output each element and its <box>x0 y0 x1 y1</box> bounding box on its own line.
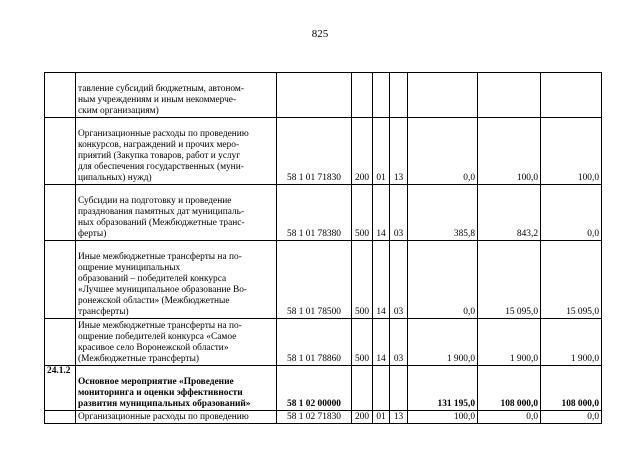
table-row <box>45 241 602 319</box>
value-cell-1: 131 195,0 <box>408 366 478 411</box>
row-name-cell <box>76 319 277 366</box>
value-cell-1: 0,0 <box>408 118 478 185</box>
csr-code-cell: 58 1 02 71830 <box>277 411 352 424</box>
rz-code-cell: 01 <box>373 411 390 424</box>
rz-code-cell <box>373 73 390 118</box>
value-cell-3: 0,0 <box>541 411 602 424</box>
vr-code-cell <box>352 366 373 411</box>
row-name-cell <box>76 366 277 411</box>
value-cell-2: 0,0 <box>478 411 541 424</box>
rz-code-cell: 01 <box>373 118 390 185</box>
row-name-text: Основное мероприятие «Проведение мониторинга и оценки эффективности развития муниципальных образований» <box>78 377 251 409</box>
pr-code-cell: 13 <box>390 118 408 185</box>
table-row <box>45 73 602 118</box>
row-name-cell <box>76 185 277 241</box>
vr-code-cell <box>352 73 373 118</box>
row-number-cell <box>45 411 76 424</box>
value-cell-2 <box>478 73 541 118</box>
value-cell-2: 1 900,0 <box>478 319 541 366</box>
row-number-cell <box>45 185 76 241</box>
value-cell-1: 1 900,0 <box>408 319 478 366</box>
value-cell-1: 0,0 <box>408 241 478 319</box>
rz-code-cell: 14 <box>373 319 390 366</box>
row-name-text: Иные межбюджетные трансферты на по- ощрение победителей конкурса «Самое красивое село Воронежской области» (Межбюджетные трансферты) <box>78 321 242 364</box>
csr-code-cell <box>277 73 352 118</box>
vr-code-cell: 500 <box>352 319 373 366</box>
vr-code-cell: 200 <box>352 118 373 185</box>
row-number-cell <box>45 118 76 185</box>
vr-code-cell: 500 <box>352 185 373 241</box>
row-name-cell <box>76 118 277 185</box>
value-cell-2: 108 000,0 <box>478 366 541 411</box>
row-name-text: тавление субсидий бюджетным, автоном- ным учреждениям и иным некоммерче- ским организациям) <box>78 84 244 116</box>
pr-code-cell: 03 <box>390 319 408 366</box>
page-number: 825 <box>311 28 329 40</box>
value-cell-3: 100,0 <box>541 118 602 185</box>
value-cell-3: 108 000,0 <box>541 366 602 411</box>
value-cell-2: 843,2 <box>478 185 541 241</box>
row-number-cell <box>45 73 76 118</box>
rz-code-cell: 14 <box>373 241 390 319</box>
pr-code-cell <box>390 73 408 118</box>
value-cell-1: 100,0 <box>408 411 478 424</box>
value-cell-1 <box>408 73 478 118</box>
value-cell-1: 385,8 <box>408 185 478 241</box>
row-name-text: Субсидии на подготовку и проведение празднования памятных дат муниципаль- ных образований (Межбюджетные транс- ферты) <box>78 196 245 239</box>
row-name-text: Организационные расходы по проведению <box>78 412 249 422</box>
table-row <box>45 185 602 241</box>
table-row <box>45 118 602 185</box>
vr-code-cell: 500 <box>352 241 373 319</box>
pr-code-cell: 03 <box>390 185 408 241</box>
value-cell-3 <box>541 73 602 118</box>
table-row <box>45 319 602 366</box>
rz-code-cell: 14 <box>373 185 390 241</box>
table-row-main-activity <box>45 366 602 411</box>
row-name-text: Иные межбюджетные трансферты на по- ощрение муниципальных образований – победителей конкурса «Лучшее муниципальное образование Во- ронежской области» (Межбюджетные трансферты) <box>78 252 248 317</box>
csr-code-cell: 58 1 01 71830 <box>277 118 352 185</box>
value-cell-3: 1 900,0 <box>541 319 602 366</box>
pr-code-cell <box>390 366 408 411</box>
row-number-cell: 24.1.2 <box>45 366 76 411</box>
row-name-cell <box>76 411 277 424</box>
pr-code-cell: 13 <box>390 411 408 424</box>
value-cell-3: 0,0 <box>541 185 602 241</box>
csr-code-cell: 58 1 01 78380 <box>277 185 352 241</box>
value-cell-3: 15 095,0 <box>541 241 602 319</box>
pr-code-cell: 03 <box>390 241 408 319</box>
row-name-cell <box>76 241 277 319</box>
value-cell-2: 15 095,0 <box>478 241 541 319</box>
csr-code-cell: 58 1 02 00000 <box>277 366 352 411</box>
csr-code-cell: 58 1 01 78860 <box>277 319 352 366</box>
table-row <box>45 411 602 424</box>
vr-code-cell: 200 <box>352 411 373 424</box>
value-cell-2: 100,0 <box>478 118 541 185</box>
row-name-cell <box>76 73 277 118</box>
budget-table <box>44 72 602 424</box>
row-name-text: Организационные расходы по проведению конкурсов, награждений и прочих меро- приятий (Закупка товаров, работ и услуг для обеспечения государственных (муни- ципальных) нужд) <box>78 129 249 183</box>
row-number-cell <box>45 241 76 319</box>
row-number-cell <box>45 319 76 366</box>
rz-code-cell <box>373 366 390 411</box>
csr-code-cell: 58 1 01 78500 <box>277 241 352 319</box>
